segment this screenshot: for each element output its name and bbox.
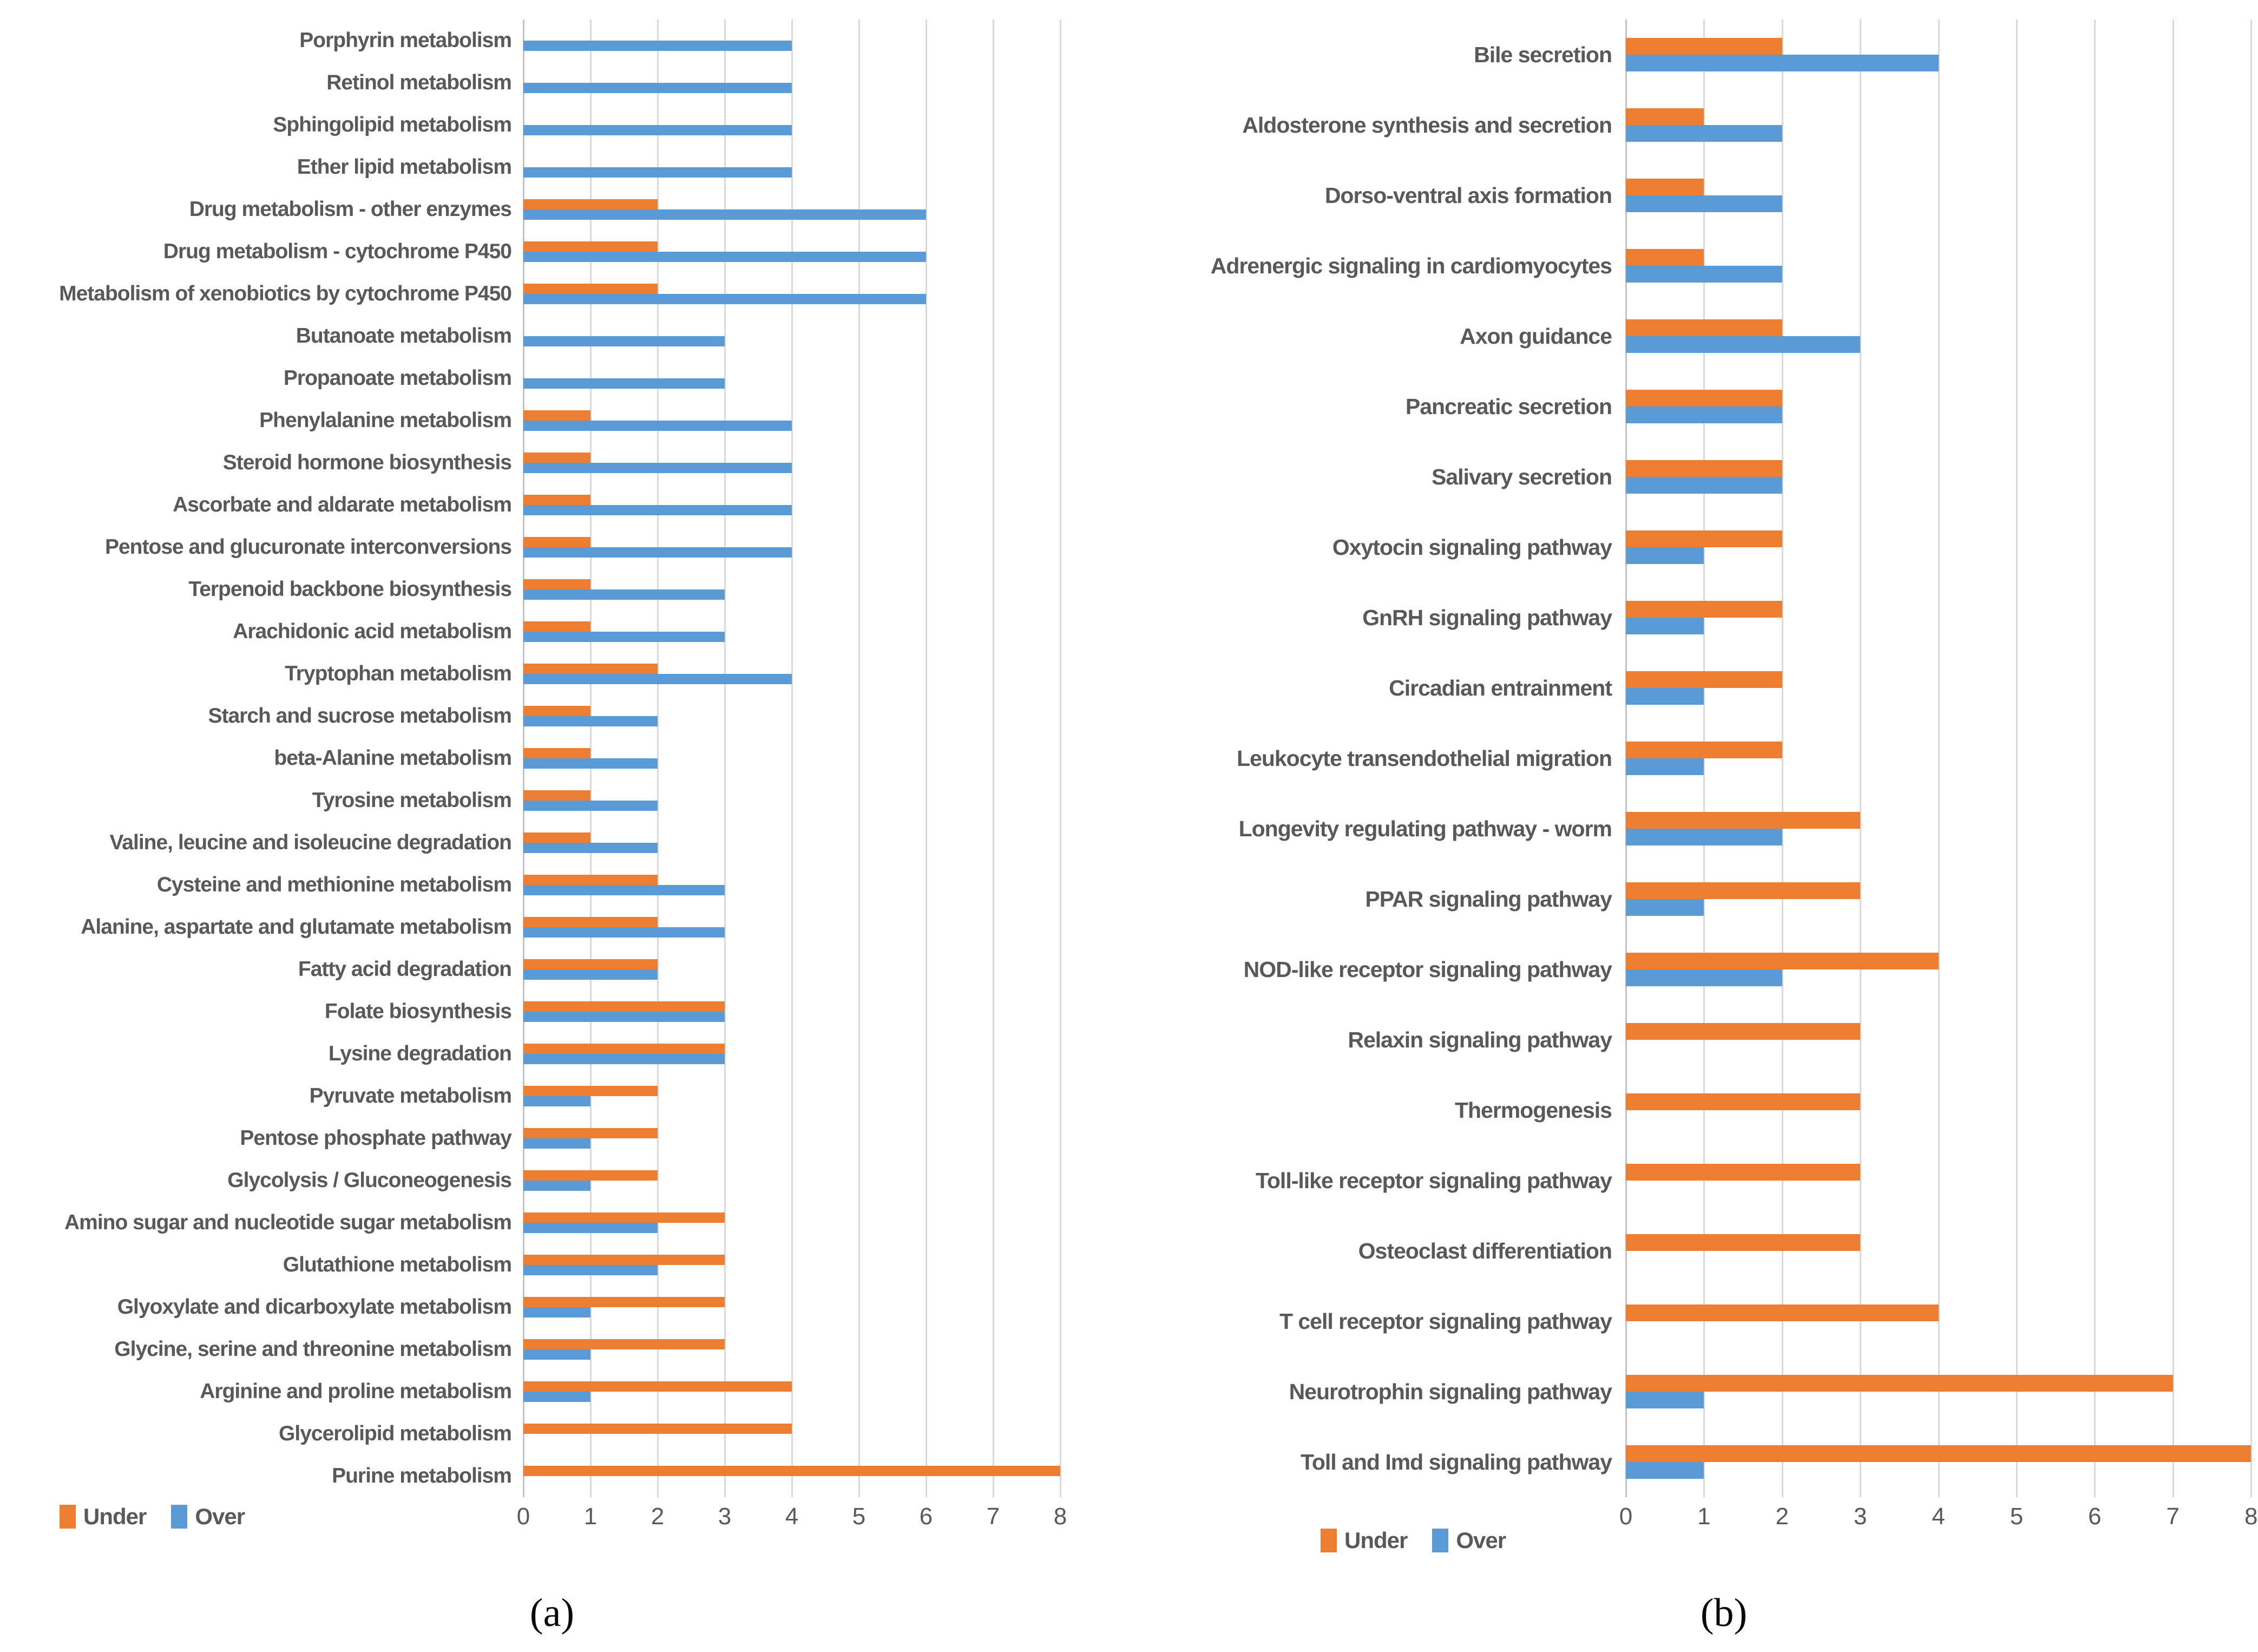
- bar-under: [523, 453, 590, 463]
- bar-over: [523, 505, 792, 515]
- category-label: Relaxin signaling pathway: [1348, 1027, 1612, 1052]
- gridline: [993, 19, 994, 1497]
- legend-under-label: Under: [83, 1504, 147, 1529]
- bar-over: [523, 83, 792, 93]
- bar-over: [523, 378, 725, 389]
- x-tick-label: 6: [919, 1503, 933, 1530]
- category-label: Glycerolipid metabolism: [279, 1422, 511, 1445]
- gridline: [1938, 19, 1940, 1497]
- bar-under: [1626, 812, 1860, 829]
- bar-under: [523, 1128, 658, 1138]
- category-label: Salivary secretion: [1432, 464, 1612, 489]
- bar-under: [523, 579, 590, 589]
- x-tick-label: 0: [516, 1503, 530, 1530]
- x-tick-label: 2: [651, 1503, 665, 1530]
- bar-over: [523, 252, 926, 262]
- bar-over: [1626, 407, 1782, 423]
- x-tick-label: 8: [1053, 1503, 1067, 1530]
- category-label: Propanoate metabolism: [283, 366, 511, 390]
- bar-over: [1626, 547, 1704, 564]
- bar-over: [1626, 829, 1782, 845]
- bar-over: [523, 758, 658, 769]
- x-tick-label: 7: [986, 1503, 1000, 1530]
- bar-under: [1626, 671, 1782, 688]
- bar-under: [523, 1086, 658, 1096]
- x-tick-label: 1: [1697, 1503, 1711, 1530]
- bar-under: [1626, 38, 1782, 55]
- category-label: Retinol metabolism: [326, 71, 511, 94]
- gridline: [2016, 19, 2018, 1497]
- bar-over: [1626, 899, 1704, 916]
- category-label: Cysteine and methionine metabolism: [156, 873, 511, 896]
- bar-under: [523, 1001, 725, 1012]
- x-tick-label: 5: [852, 1503, 866, 1530]
- bar-under: [523, 621, 590, 632]
- gridline: [1860, 19, 1861, 1497]
- bar-over: [523, 209, 926, 220]
- bar-under: [523, 1170, 658, 1181]
- x-tick-label: 0: [1619, 1503, 1633, 1530]
- category-label: Toll-like receptor signaling pathway: [1255, 1168, 1612, 1193]
- bar-under: [1626, 601, 1782, 618]
- bar-over: [523, 1181, 590, 1191]
- bar-over: [523, 801, 658, 811]
- category-label: Steroid hormone biosynthesis: [222, 451, 511, 474]
- bar-under: [523, 1339, 725, 1349]
- category-label: Axon guidance: [1460, 323, 1612, 349]
- gridline: [791, 19, 793, 1497]
- category-label: Sphingolipid metabolism: [273, 113, 511, 136]
- bar-over: [523, 41, 792, 51]
- bar-over: [1626, 195, 1782, 212]
- bar-over: [1626, 1462, 1704, 1479]
- category-label: Arachidonic acid metabolism: [233, 620, 511, 643]
- bar-under: [523, 1255, 725, 1265]
- bar-under: [1626, 249, 1704, 266]
- bar-under: [1626, 460, 1782, 477]
- category-label: Longevity regulating pathway - worm: [1238, 816, 1612, 841]
- bar-over: [523, 1138, 590, 1149]
- bar-over: [1626, 1392, 1704, 1408]
- bar-over: [523, 167, 792, 178]
- bar-under: [523, 199, 658, 209]
- bar-under: [523, 875, 658, 885]
- bar-over: [523, 1265, 658, 1275]
- bar-under: [523, 410, 590, 421]
- category-label: Terpenoid backbone biosynthesis: [188, 578, 511, 601]
- legend-chart-b: [1321, 1524, 1531, 1557]
- category-label: NOD-like receptor signaling pathway: [1243, 956, 1612, 982]
- gridline: [2250, 19, 2252, 1497]
- category-label: Metabolism of xenobiotics by cytochrome P450: [59, 282, 511, 305]
- bar-under: [523, 1044, 725, 1054]
- bar-under: [523, 917, 658, 927]
- bar-under: [523, 832, 590, 843]
- x-tick-label: 8: [2244, 1503, 2258, 1530]
- bar-under: [523, 1297, 725, 1307]
- category-label: Glycine, serine and threonine metabolism: [114, 1338, 511, 1361]
- bar-over: [523, 885, 725, 895]
- category-label: Porphyrin metabolism: [299, 29, 511, 52]
- category-label: Glycolysis / Gluconeogenesis: [227, 1169, 511, 1192]
- bar-under: [523, 1424, 792, 1434]
- bar-over: [523, 421, 792, 431]
- category-label: Lysine degradation: [328, 1042, 511, 1065]
- category-label: Glutathione metabolism: [283, 1253, 511, 1276]
- category-label: Pyruvate metabolism: [309, 1084, 511, 1107]
- bar-under: [1626, 530, 1782, 547]
- bar-under: [1626, 1375, 2173, 1392]
- category-label: Valine, leucine and isoleucine degradation: [109, 831, 511, 854]
- bar-over: [523, 927, 725, 938]
- category-label: Toll and Imd signaling pathway: [1300, 1449, 1612, 1474]
- bar-over: [523, 716, 658, 726]
- bar-over: [523, 1054, 725, 1064]
- bar-under: [523, 1212, 725, 1223]
- bar-under: [523, 790, 590, 801]
- gridline: [925, 19, 927, 1497]
- category-label: Circadian entrainment: [1389, 675, 1612, 700]
- bar-under: [1626, 1164, 1860, 1181]
- bar-over: [1626, 266, 1782, 283]
- category-label: beta-Alanine metabolism: [274, 746, 511, 770]
- category-label: Tryptophan metabolism: [285, 662, 511, 685]
- category-label: Phenylalanine metabolism: [259, 409, 511, 432]
- bar-under: [1626, 1304, 1939, 1321]
- bar-over: [523, 843, 658, 853]
- bar-over: [523, 547, 792, 558]
- bar-under: [523, 748, 590, 758]
- legend-chart-a: [60, 1500, 270, 1533]
- category-label: Pancreatic secretion: [1405, 394, 1612, 419]
- bar-under: [1626, 1023, 1860, 1040]
- bar-over: [1626, 758, 1704, 775]
- category-label: Thermogenesis: [1454, 1097, 1612, 1123]
- gridline: [2094, 19, 2096, 1497]
- category-label: Starch and sucrose metabolism: [208, 704, 511, 727]
- bar-over: [1626, 477, 1782, 494]
- category-label: Adrenergic signaling in cardiomyocytes: [1210, 253, 1612, 278]
- category-label: Pentose and glucuronate interconversions: [104, 535, 511, 559]
- bar-over: [1626, 969, 1782, 986]
- gridline: [724, 19, 726, 1497]
- legend-over-label: Over: [195, 1504, 245, 1529]
- bar-under: [1626, 108, 1704, 125]
- bar-over: [523, 1349, 590, 1360]
- category-label: Dorso-ventral axis formation: [1324, 182, 1612, 208]
- bar-under: [523, 664, 658, 674]
- category-label: Drug metabolism - other enzymes: [189, 198, 511, 221]
- bar-under: [1626, 179, 1704, 195]
- category-label: Oxytocin signaling pathway: [1332, 534, 1612, 560]
- category-label: GnRH signaling pathway: [1362, 605, 1612, 630]
- bar-over: [523, 336, 725, 346]
- bar-over: [1626, 55, 1939, 71]
- category-label: Purine metabolism: [332, 1464, 511, 1487]
- legend-over-label: Over: [1456, 1528, 1506, 1553]
- bar-over: [1626, 125, 1782, 142]
- bar-under: [1626, 319, 1782, 336]
- bar-under: [523, 959, 658, 969]
- bar-over: [523, 294, 926, 304]
- caption-chart-a: (a): [529, 1591, 575, 1635]
- category-label: Aldosterone synthesis and secretion: [1242, 112, 1612, 137]
- bar-under: [1626, 882, 1860, 899]
- caption-chart-b: (b): [1700, 1591, 1748, 1635]
- bar-under: [1626, 1093, 1860, 1110]
- category-label: Fatty acid degradation: [298, 958, 511, 981]
- category-label: Arginine and proline metabolism: [200, 1380, 511, 1403]
- bar-over: [523, 969, 658, 980]
- category-label: Osteoclast differentiation: [1358, 1238, 1612, 1263]
- x-tick-label: 3: [1853, 1503, 1867, 1530]
- legend-over-swatch: [171, 1505, 187, 1529]
- bar-over: [1626, 618, 1704, 634]
- category-label: PPAR signaling pathway: [1365, 886, 1612, 912]
- bar-under: [523, 537, 590, 547]
- bar-over: [523, 125, 792, 135]
- gridline: [1782, 19, 1783, 1497]
- bar-under: [523, 706, 590, 716]
- category-label: Tyrosine metabolism: [312, 789, 511, 812]
- category-label: Folate biosynthesis: [324, 1000, 511, 1023]
- legend-over-swatch: [1432, 1529, 1448, 1552]
- gridline: [2172, 19, 2174, 1497]
- bar-under: [523, 495, 590, 505]
- legend-under-label: Under: [1344, 1528, 1408, 1553]
- x-tick-label: 2: [1775, 1503, 1789, 1530]
- bar-under: [1626, 1234, 1860, 1251]
- category-label: Neurotrophin signaling pathway: [1289, 1379, 1612, 1404]
- category-label: Amino sugar and nucleotide sugar metabolism: [64, 1211, 511, 1234]
- category-label: Bile secretion: [1474, 42, 1612, 67]
- bar-over: [1626, 688, 1704, 705]
- bar-under: [1626, 390, 1782, 407]
- bar-over: [523, 1392, 590, 1402]
- bar-under: [523, 1381, 792, 1392]
- gridline: [1060, 19, 1061, 1497]
- category-label: Pentose phosphate pathway: [240, 1126, 511, 1150]
- x-tick-label: 1: [583, 1503, 598, 1530]
- category-label: Alanine, aspartate and glutamate metabolism: [81, 915, 511, 939]
- bar-over: [523, 674, 792, 684]
- x-tick-label: 6: [2088, 1503, 2102, 1530]
- bar-under: [1626, 1445, 2251, 1462]
- category-label: Butanoate metabolism: [296, 324, 511, 348]
- category-label: Ascorbate and aldarate metabolism: [173, 493, 511, 516]
- x-tick-label: 3: [718, 1503, 732, 1530]
- bar-over: [523, 589, 725, 600]
- bar-over: [523, 1012, 725, 1022]
- bar-over: [523, 632, 725, 642]
- bar-under: [523, 1466, 1060, 1476]
- bar-over: [523, 1223, 658, 1233]
- bar-under: [1626, 742, 1782, 758]
- bar-under: [1626, 953, 1939, 969]
- bar-over: [523, 463, 792, 473]
- bar-over: [523, 1307, 590, 1317]
- x-tick-label: 5: [2010, 1503, 2024, 1530]
- category-label: Leukocyte transendothelial migration: [1236, 745, 1612, 771]
- x-tick-label: 4: [1932, 1503, 1945, 1530]
- gridline: [858, 19, 860, 1497]
- bar-under: [523, 284, 658, 294]
- x-tick-label: 7: [2166, 1503, 2180, 1530]
- bar-over: [1626, 336, 1860, 353]
- bar-under: [523, 241, 658, 252]
- category-label: Glyoxylate and dicarboxylate metabolism: [117, 1295, 511, 1319]
- legend-under-swatch: [1321, 1529, 1337, 1552]
- x-tick-label: 4: [785, 1503, 799, 1530]
- category-label: T cell receptor signaling pathway: [1279, 1308, 1612, 1334]
- category-label: Drug metabolism - cytochrome P450: [163, 240, 511, 263]
- bar-over: [523, 1096, 590, 1106]
- category-label: Ether lipid metabolism: [297, 155, 511, 179]
- legend-under-swatch: [60, 1505, 76, 1529]
